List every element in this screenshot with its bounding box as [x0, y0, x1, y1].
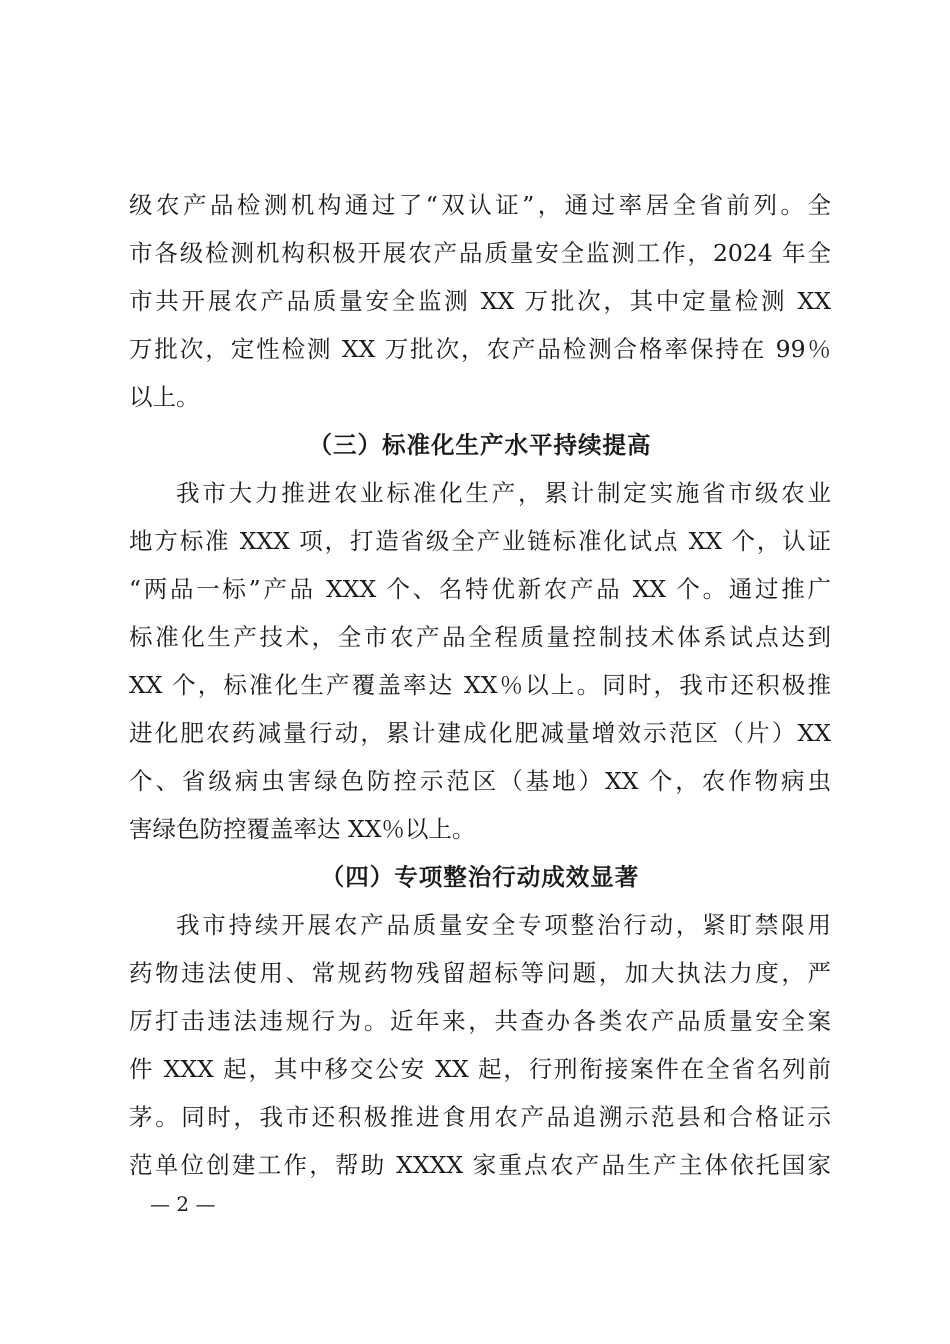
paragraph-line: 市各级检测机构积极开展农产品质量安全监测工作，2024 年全 — [129, 239, 831, 267]
paragraph-line: 级农产品检测机构通过了“双认证”，通过率居全省前列。全 — [129, 191, 831, 219]
paragraph-line: 件 XXX 起，其中移交公安 XX 起，行刑衔接案件在全省名列前 — [129, 1055, 831, 1083]
paragraph-line: 我市持续开展农产品质量安全专项整治行动，紧盯禁限用 — [176, 911, 831, 939]
paragraph-line: 进化肥农药减量行动，累计建成化肥减量增效示范区（片）XX — [129, 719, 831, 747]
paragraph-line: 厉打击违法违规行为。近年来，共查办各类农产品质量安全案 — [129, 1007, 831, 1035]
paragraph-line: 个、省级病虫害绿色防控示范区（基地）XX 个，农作物病虫 — [129, 767, 831, 795]
page-number: — 2 — — [150, 1192, 216, 1216]
paragraph-line: 害绿色防控覆盖率达 XX％以上。 — [129, 815, 476, 843]
paragraph-line: 以上。 — [129, 383, 200, 411]
paragraph-line: 药物违法使用、常规药物残留超标等问题，加大执法力度，严 — [129, 959, 831, 987]
section-heading: （四）专项整治行动成效显著 — [320, 863, 640, 891]
section-heading: （三）标准化生产水平持续提高 — [308, 431, 652, 459]
paragraph-line: 万批次，定性检测 XX 万批次，农产品检测合格率保持在 99％ — [129, 335, 831, 363]
paragraph-line: 茅。同时，我市还积极推进食用农产品追溯示范县和合格证示 — [129, 1103, 831, 1131]
paragraph-line: 标准化生产技术，全市农产品全程质量控制技术体系试点达到 — [129, 623, 831, 651]
paragraph-line: 市共开展农产品质量安全监测 XX 万批次，其中定量检测 XX — [129, 287, 831, 315]
paragraph-line: XX 个，标准化生产覆盖率达 XX％以上。同时，我市还积极推 — [129, 671, 831, 699]
paragraph-line: 范单位创建工作，帮助 XXXX 家重点农产品生产主体依托国家 — [129, 1151, 831, 1179]
paragraph-line: 地方标准 XXX 项，打造省级全产业链标准化试点 XX 个，认证 — [129, 527, 831, 555]
paragraph-line: 我市大力推进农业标准化生产，累计制定实施省市级农业 — [176, 479, 831, 507]
paragraph-line: “两品一标”产品 XXX 个、名特优新农产品 XX 个。通过推广 — [129, 575, 831, 603]
